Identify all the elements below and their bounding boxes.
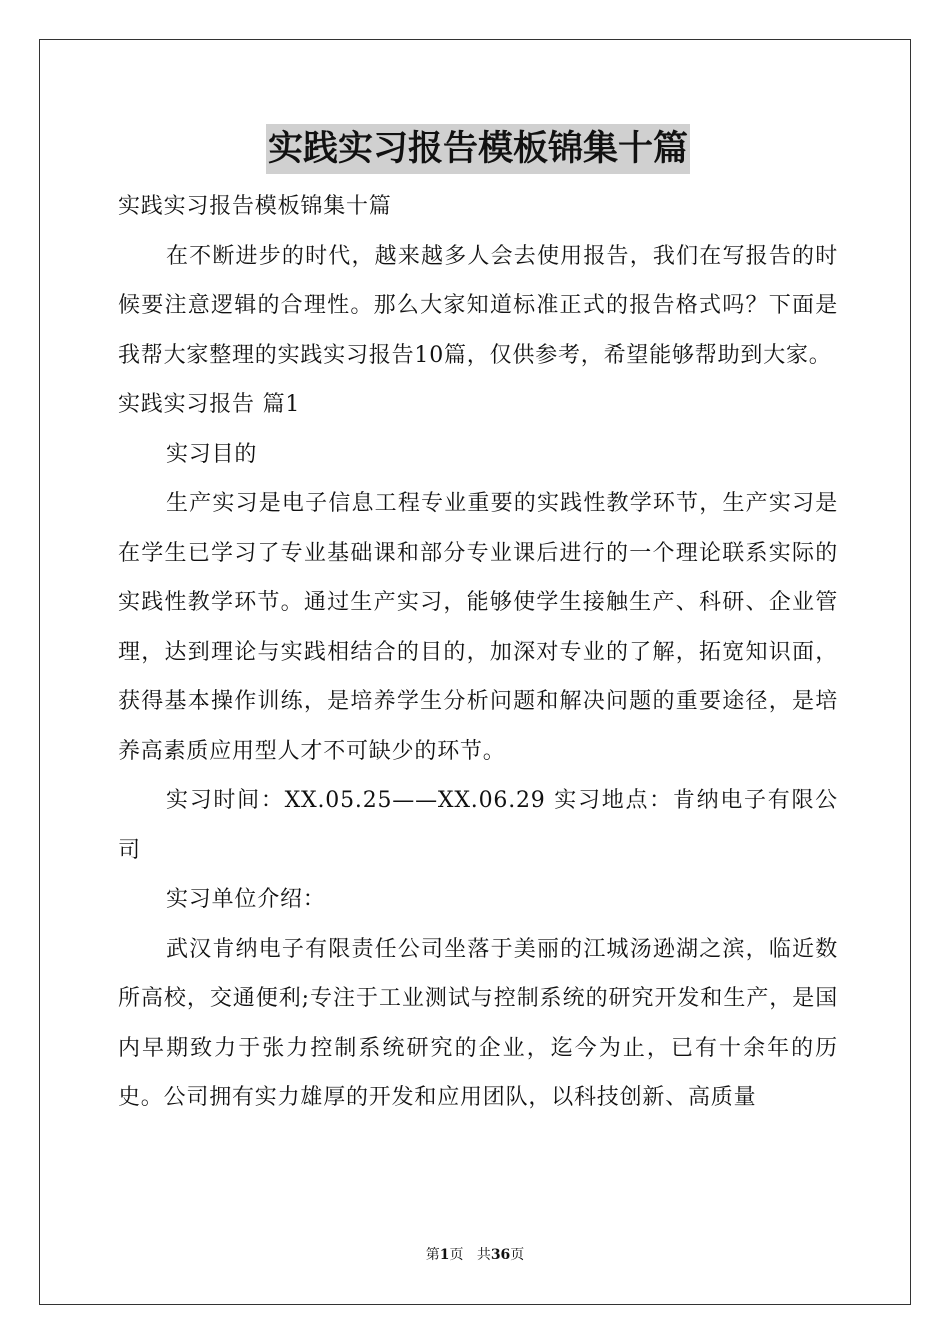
subheading-company: 实习单位介绍： [166,887,326,912]
section-heading: 实践实习报告 篇1 [118,392,301,417]
subtitle-line: 实践实习报告模板锦集十篇 [118,194,392,219]
purpose-paragraph: 生产实习是电子信息工程专业重要的实践性教学环节，生产实习是在学生已学习了专业基础课和部分专业课后进行的一个理论联系实际的实践性教学环节。通过生产实习，能够使学生接触生产、科研、企业管理，达到理论与实践相结合的目的，加深对专业的了解，拓宽知识面，获得基本操作训练，是培养学生分析问题和解决问题的重要途径，是培养高素质应用型人才不可缺少的环节。 [118,491,838,764]
footer-page-number: 1 [439,1247,450,1263]
subheading-purpose: 实习目的 [166,441,258,467]
document-body [118,124,838,1123]
footer-page-prefix: 第 [425,1247,440,1263]
document-title: 实践实习报告模板锦集十篇 [266,124,690,174]
intro-paragraph: 在不断进步的时代，越来越多人会去使用报告，我们在写报告的时候要注意逻辑的合理性。那么大家知道标准正式的报告格式吗？下面是我帮大家整理的实践实习报告10篇，仅供参考，希望能够帮助到大家。 [118,243,838,368]
page-footer [0,1244,950,1264]
footer-total-prefix: 共 [476,1247,491,1263]
footer-page-suffix: 页 [449,1247,464,1263]
title-block [118,124,838,174]
company-paragraph: 武汉肯纳电子有限责任公司坐落于美丽的江城汤逊湖之滨，临近数所高校，交通便利;专注于工业测试与控制系统的研究开发和生产，是国内早期致力于张力控制系统研究的企业，迄今为止，已有十余年的历史。公司拥有实力雄厚的开发和应用团队，以科技创新、高质量 [118,936,838,1110]
footer-total-pages: 36 [490,1247,511,1263]
time-location-paragraph: 实习时间：XX.05.25——XX.06.29 实习地点：肯纳电子有限公司 [118,788,838,863]
footer-total-suffix: 页 [510,1247,525,1263]
